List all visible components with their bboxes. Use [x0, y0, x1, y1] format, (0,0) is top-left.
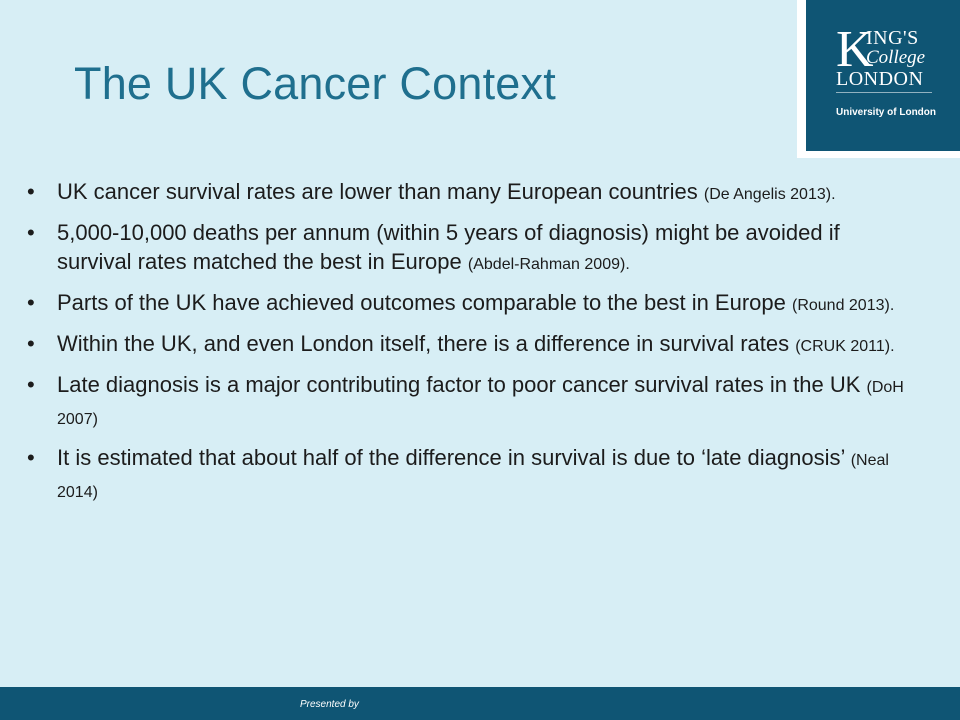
bullet-dot-icon: • — [27, 220, 35, 245]
bullet-dot-icon: • — [27, 290, 35, 315]
bullet-citation: (De Angelis 2013). — [703, 186, 836, 203]
logo-line-college: College — [866, 47, 926, 68]
bullet-dot-icon: • — [27, 445, 35, 470]
bullet-list — [27, 177, 907, 516]
bullet-citation: (DoH 2007) — [57, 379, 904, 428]
bullet-text: It is estimated that about half of the difference in survival is due to ‘late diagnosis’ — [57, 445, 851, 470]
bullet-citation: (Round 2013). — [791, 297, 895, 314]
kings-college-logo — [806, 0, 960, 151]
bullet-citation: (Abdel-Rahman 2009). — [467, 256, 630, 273]
bullet-text: Late diagnosis is a major contributing factor to poor cancer survival rates in the UK — [57, 372, 867, 397]
slide-title: The UK Cancer Context — [74, 58, 556, 109]
logo-divider — [836, 92, 932, 93]
bullet-text: 5,000-10,000 deaths per annum (within 5 years of diagnosis) might be avoided if survival rates matched the best in Europe — [57, 220, 840, 274]
bullet-text: Parts of the UK have achieved outcomes comparable to the best in Europe — [57, 290, 792, 315]
bullet-dot-icon: • — [27, 372, 35, 397]
footer-bar — [0, 687, 960, 720]
bullet-citation: (Neal 2014) — [57, 452, 889, 501]
bullet-dot-icon: • — [27, 331, 35, 356]
bullet-item — [27, 329, 907, 361]
bullet-item — [27, 218, 907, 279]
footer-text: Presented by — [300, 699, 359, 710]
bullet-item — [27, 443, 907, 507]
bullet-item — [27, 288, 907, 320]
bullet-item — [27, 177, 907, 209]
bullet-item — [27, 370, 907, 434]
bullet-text: Within the UK, and even London itself, there is a difference in survival rates — [57, 331, 796, 356]
logo-line-kings: ING'S — [866, 27, 919, 49]
logo-line-london: LONDON — [836, 68, 924, 90]
logo-subtitle: University of London — [836, 107, 936, 118]
bullet-dot-icon: • — [27, 179, 35, 204]
bullet-text: UK cancer survival rates are lower than many European countries — [57, 179, 704, 204]
logo-initial: K — [836, 21, 874, 78]
bullet-citation: (CRUK 2011). — [795, 338, 895, 355]
